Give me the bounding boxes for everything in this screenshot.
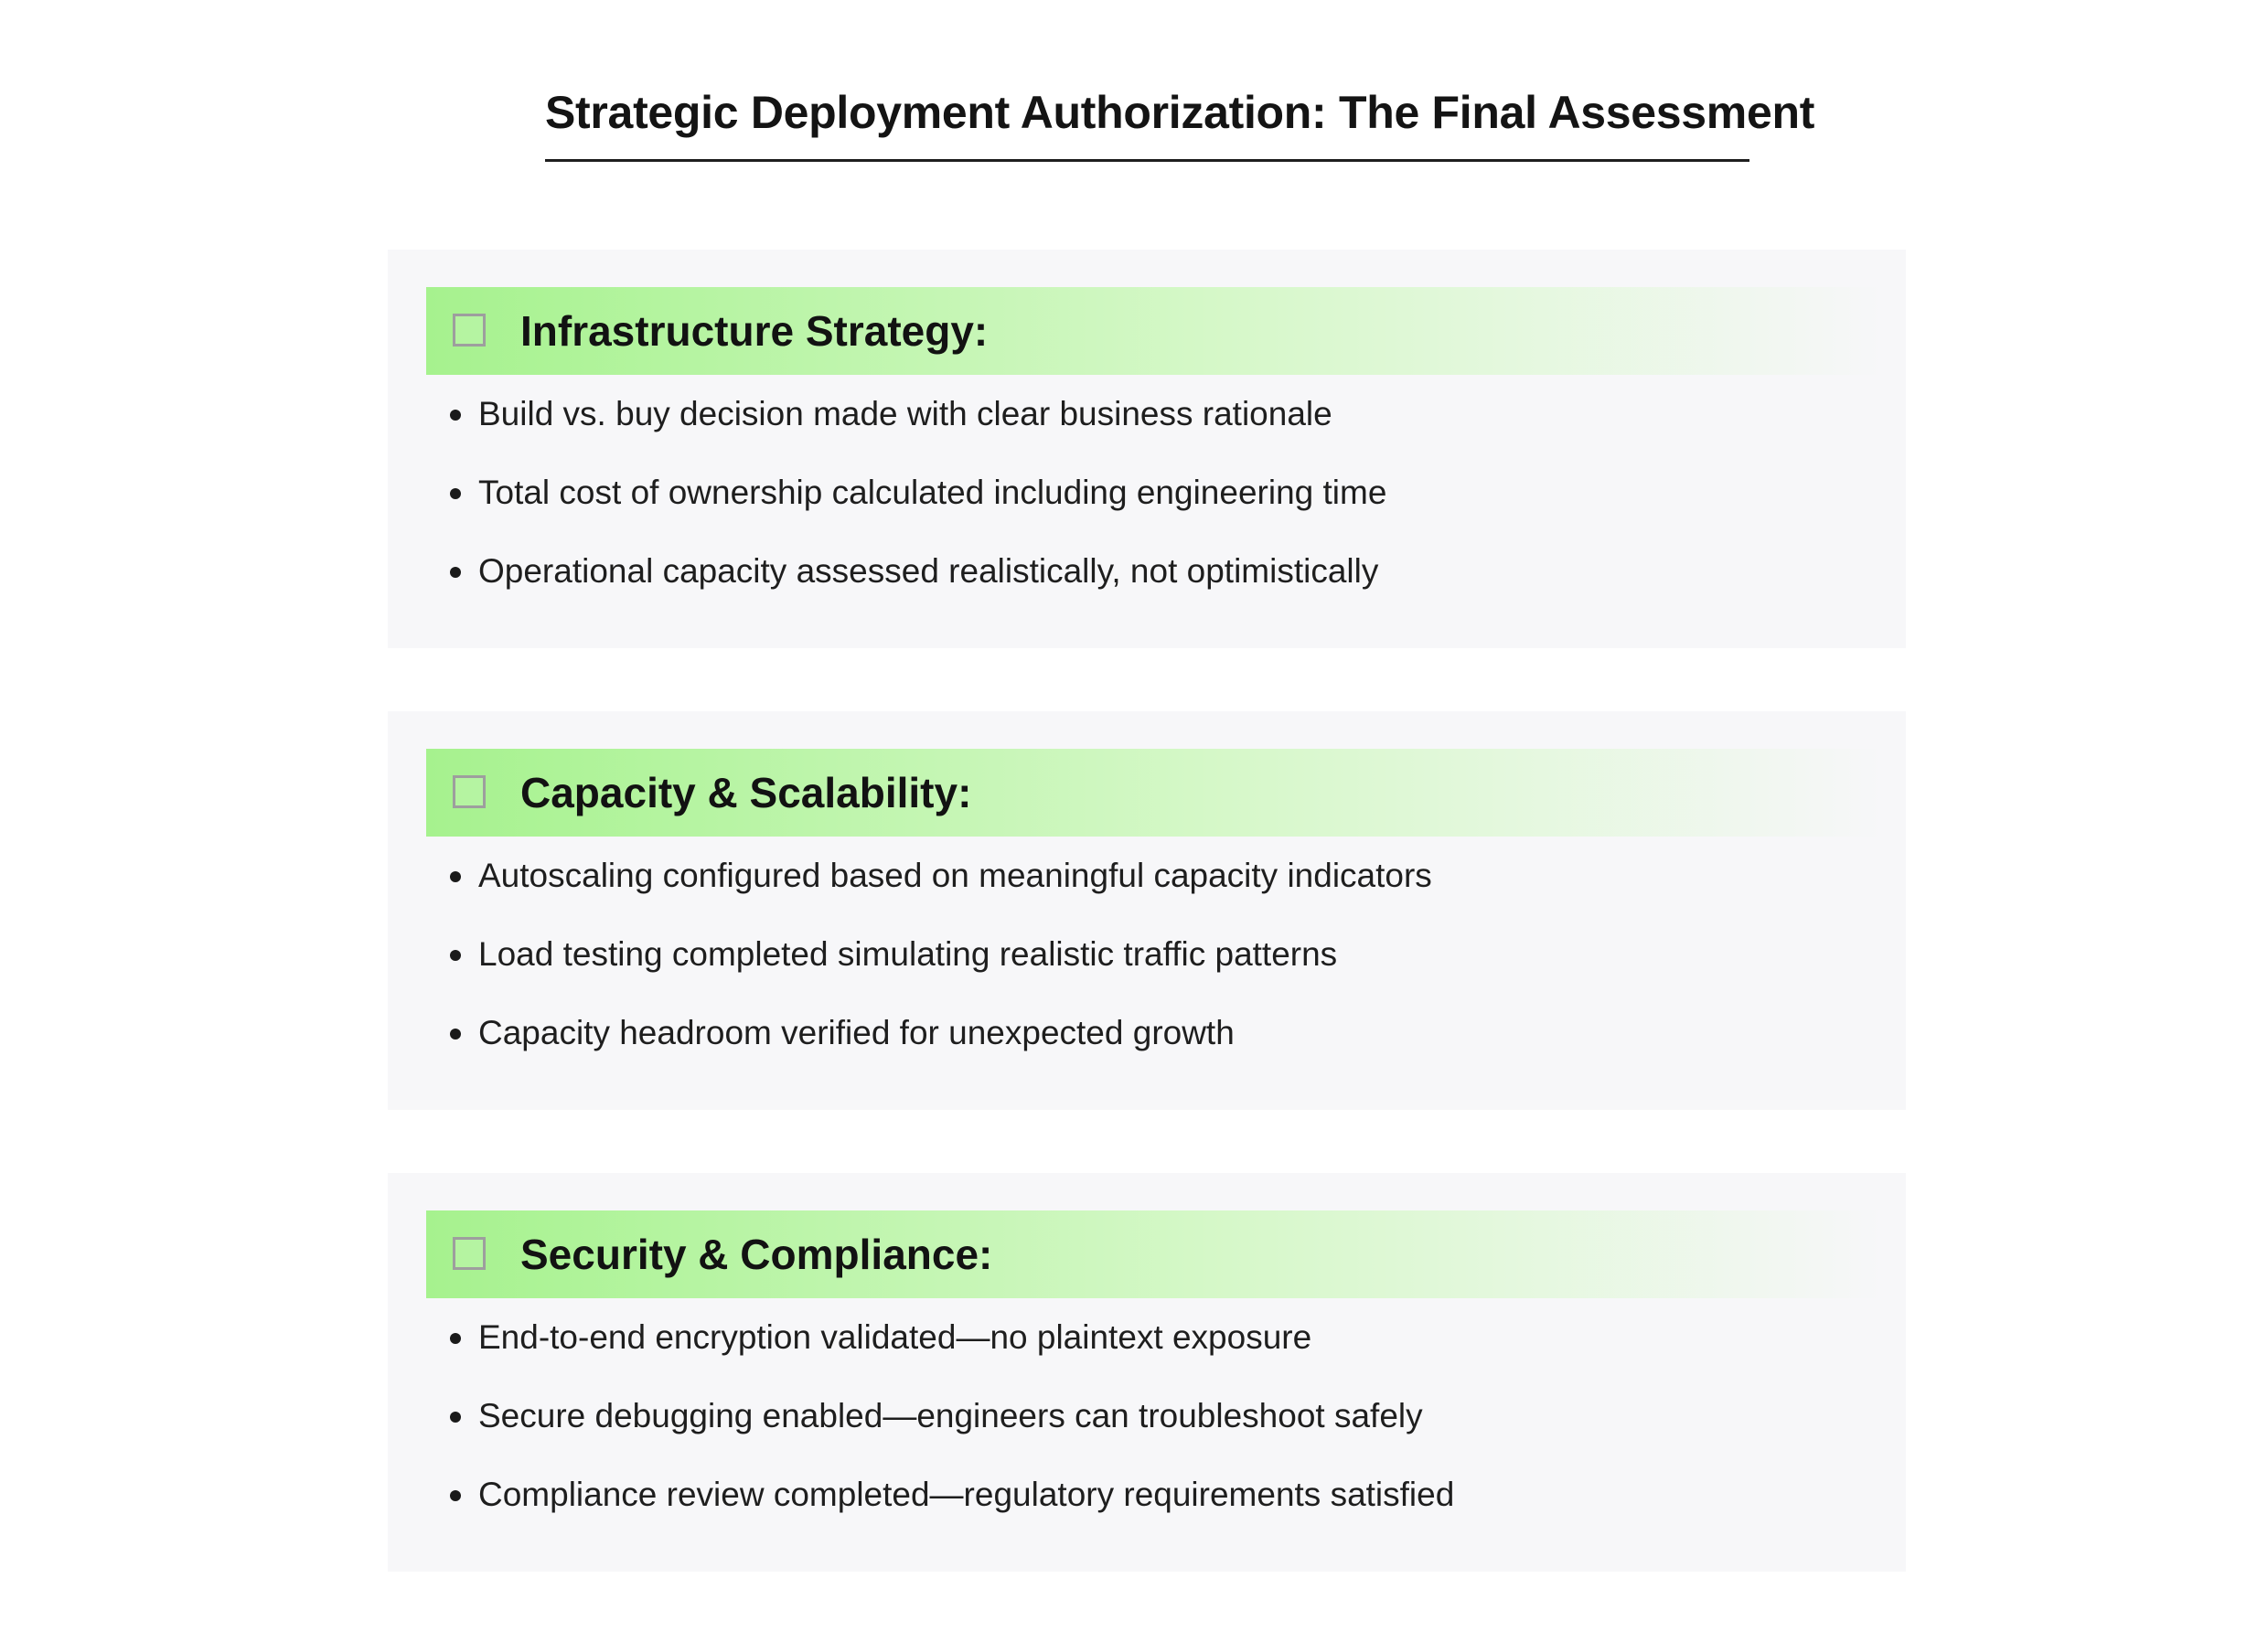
checkbox-icon[interactable] (453, 1237, 486, 1270)
bullet-icon (450, 1333, 461, 1344)
list-item-text: Build vs. buy decision made with clear business rationale (478, 395, 1332, 432)
page-title: Strategic Deployment Authorization: The Final Assessment (545, 87, 1815, 138)
bullet-icon (450, 1412, 461, 1423)
section-title: Security & Compliance: (520, 1231, 993, 1278)
bullet-icon (450, 488, 461, 499)
section-title: Capacity & Scalability: (520, 769, 972, 816)
list-item (388, 1455, 1906, 1534)
list-item-text: Total cost of ownership calculated including engineering time (478, 474, 1387, 511)
list-item (388, 375, 1906, 453)
bullet-icon (450, 950, 461, 961)
section-header (426, 1210, 1882, 1298)
checklist (388, 1298, 1906, 1534)
bullet-icon (450, 410, 461, 421)
bullet-icon (450, 1029, 461, 1040)
list-item (388, 1377, 1906, 1455)
section-capacity-scalability (388, 711, 1906, 1110)
checkbox-icon[interactable] (453, 775, 486, 808)
checkbox-icon[interactable] (453, 314, 486, 347)
bullet-icon (450, 567, 461, 578)
list-item (388, 1298, 1906, 1377)
list-item (388, 915, 1906, 994)
section-header (426, 749, 1882, 837)
section-header (426, 287, 1882, 375)
title-underline (545, 159, 1749, 162)
list-item-text: Autoscaling configured based on meaningful capacity indicators (478, 857, 1432, 894)
list-item-text: Secure debugging enabled—engineers can troubleshoot safely (478, 1397, 1423, 1434)
list-item (388, 837, 1906, 915)
list-item-text: End-to-end encryption validated—no plaintext exposure (478, 1318, 1312, 1356)
list-item-text: Load testing completed simulating realistic traffic patterns (478, 935, 1338, 973)
section-infrastructure-strategy (388, 250, 1906, 648)
checklist (388, 375, 1906, 611)
section-title: Infrastructure Strategy: (520, 307, 989, 355)
list-item-text: Capacity headroom verified for unexpected growth (478, 1014, 1235, 1051)
section-security-compliance (388, 1173, 1906, 1572)
list-item (388, 453, 1906, 532)
list-item (388, 994, 1906, 1072)
checklist (388, 837, 1906, 1072)
list-item-text: Operational capacity assessed realistically, not optimistically (478, 552, 1379, 590)
list-item (388, 532, 1906, 611)
list-item-text: Compliance review completed—regulatory requirements satisfied (478, 1476, 1455, 1513)
bullet-icon (450, 1490, 461, 1501)
bullet-icon (450, 871, 461, 882)
